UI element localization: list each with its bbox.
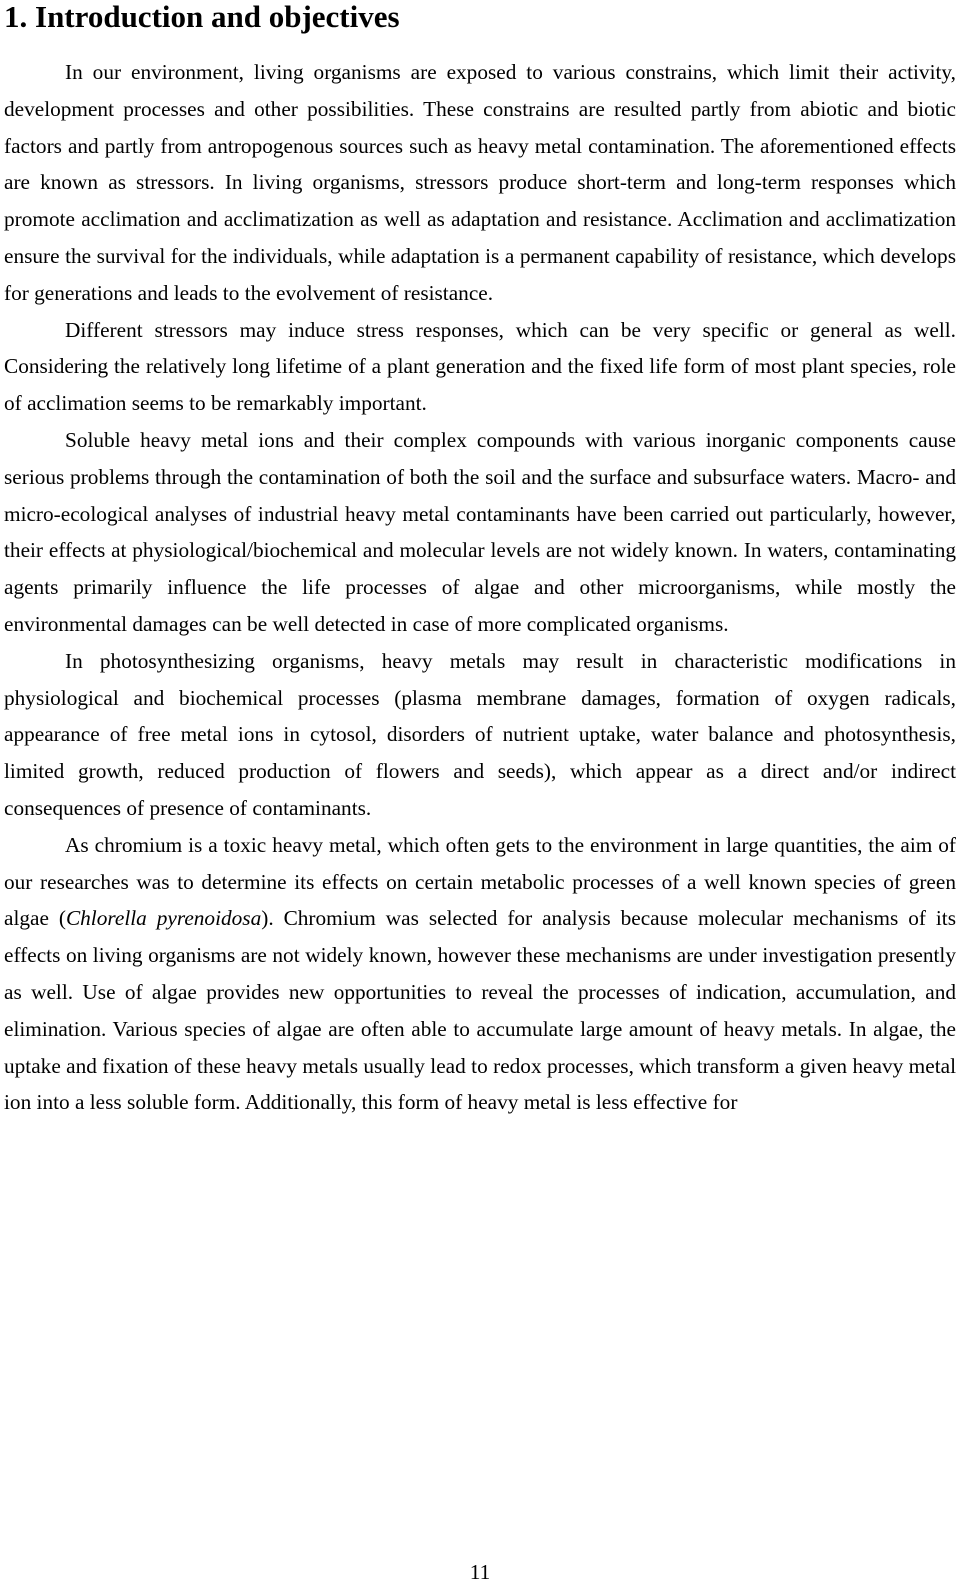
chromium-text-before-italic: As chromium is a toxic heavy metal, which often gets to the environment in large quantities, the aim of our researches was to determine its effects on certain metabolic processes of a well known species of green algae (	[4, 832, 956, 931]
paragraph-heavy-metal-ions: Soluble heavy metal ions and their complex compounds with various inorganic components cause serious problems through the contamination of both the soil and the surface and subsurface waters. Macro- and micro-ecological analyses of industrial heavy metal contaminants have been carried out particularly, however, their effects at physiological/biochemical and molecular levels are not widely known. In waters, contaminating agents primarily influence the life processes of algae and other microorganisms, while mostly the environmental damages can be well detected in case of more complicated organisms.	[4, 427, 956, 636]
document-page	[4, 0, 956, 1121]
species-name-italic: Chlorella pyrenoidosa	[65, 906, 262, 931]
paragraph-photosynthesizing-organisms: In photosynthesizing organisms, heavy metals may result in characteristic modifications in physiological and biochemical processes (plasma membrane damages, formation of oxygen radicals, appearance of free metal ions in cytosol, disorders of nutrient uptake, water balance and photosynthesis, limited growth, reduced production of flowers and seeds), which appear as a direct and/or indirect consequences of presence of contaminants.	[4, 648, 956, 820]
paragraph-environment-stressors: In our environment, living organisms are exposed to various constrains, which limit their activity, development processes and other possibilities. These constrains are resulted partly from abiotic and biotic factors and partly from antropogenous sources such as heavy metal contamination. The aforementioned effects are known as stressors. In living organisms, stressors produce short-term and long-term responses which promote acclimation and acclimatization as well as adaptation and resistance. Acclimation and acclimatization ensure the survival for the individuals, while adaptation is a permanent capability of resistance, which develops for generations and leads to the evolvement of resistance.	[4, 60, 956, 305]
paragraph-stress-responses: Different stressors may induce stress responses, which can be very specific or general as well. Considering the relatively long lifetime of a plant generation and the fixed life form of most plant species, role of acclimation seems to be remarkably important.	[4, 317, 956, 416]
body-text	[4, 54, 956, 1121]
section-heading: 1. Introduction and objectives	[4, 0, 400, 34]
paragraph-chromium-aim	[4, 827, 956, 1121]
chromium-text-after-italic: ). Chromium was selected for analysis because molecular mechanisms of its effects on living organisms are not widely known, however these mechanisms are under investigation presently as well. Use of algae provides new opportunities to reveal the processes of indication, accumulation, and elimination. Various species of algae are often able to accumulate large amount of heavy metals. In algae, the uptake and fixation of these heavy metals usually lead to redox processes, which transform a given heavy metal ion into a less soluble form. Additionally, this form of heavy metal is less effective for	[4, 906, 956, 1115]
page-number: 11	[469, 1560, 491, 1584]
